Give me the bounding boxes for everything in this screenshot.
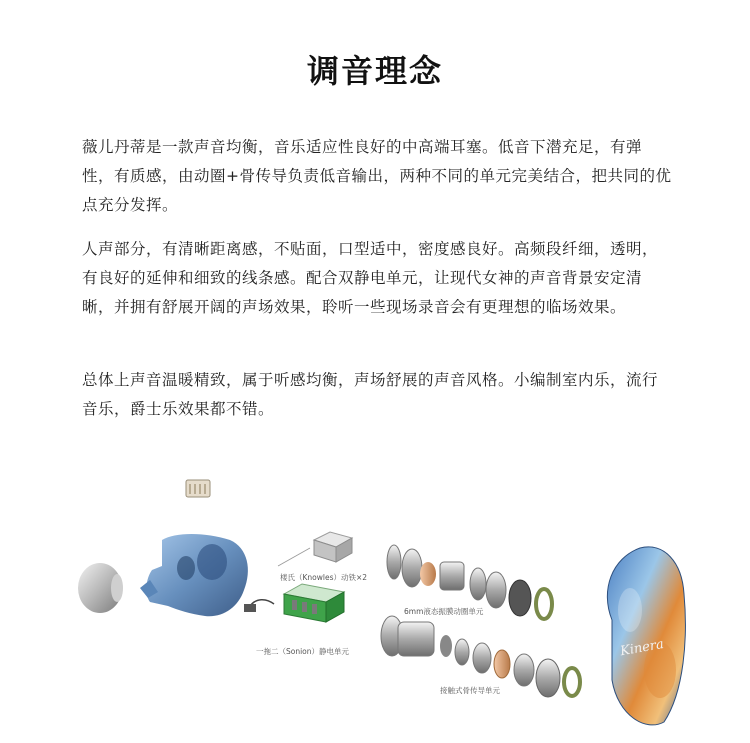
paragraph-overall: 总体上声音温暖精致，属于听感均衡，声场舒展的声音风格。小编制室内乐，流行音乐，爵士乐效果都不错。 <box>82 371 659 418</box>
balanced-armature-drivers <box>314 532 352 562</box>
electrostatic-drivers <box>244 584 344 622</box>
paragraph-vocals: 人声部分，有清晰距离感，不贴面，口型适中，密度感良好。高频段纤细，透明，有良好的延伸和细致的线条感。配合双静电单元，让现代女神的声音背景安定清晰，并拥有舒展开阔的声场效果，聆听一些现场录音会有更理想的临场效果。 <box>82 240 659 316</box>
leader-line <box>278 548 310 566</box>
label-knowles: 楼氏（Knowles）动铁×2 <box>280 573 368 582</box>
label-dynamic: 6mm液态振膜动圈单元 <box>404 607 484 616</box>
label-bone: 接触式骨传导单元 <box>440 686 500 695</box>
cable-connector <box>186 480 210 497</box>
brand-logo: Kinera <box>619 636 665 660</box>
paragraph-bass: 薇儿丹蒂是一款声音均衡，音乐适应性良好的中高端耳塞。低音下潜充足，有弹性，有质感，由动圈+骨传导负责低音输出，两种不同的单元完美结合，把共同的优点充分发挥。 <box>82 138 672 214</box>
page-title: 调音理念 <box>306 52 443 90</box>
ear-tip <box>78 563 123 613</box>
exploded-view-diagram <box>0 470 750 739</box>
earphone-shell <box>140 534 248 616</box>
label-sonion: 一拖二（Sonion）静电单元 <box>256 647 350 656</box>
exploded-view-illustration <box>0 470 750 739</box>
faceplate <box>607 547 685 725</box>
